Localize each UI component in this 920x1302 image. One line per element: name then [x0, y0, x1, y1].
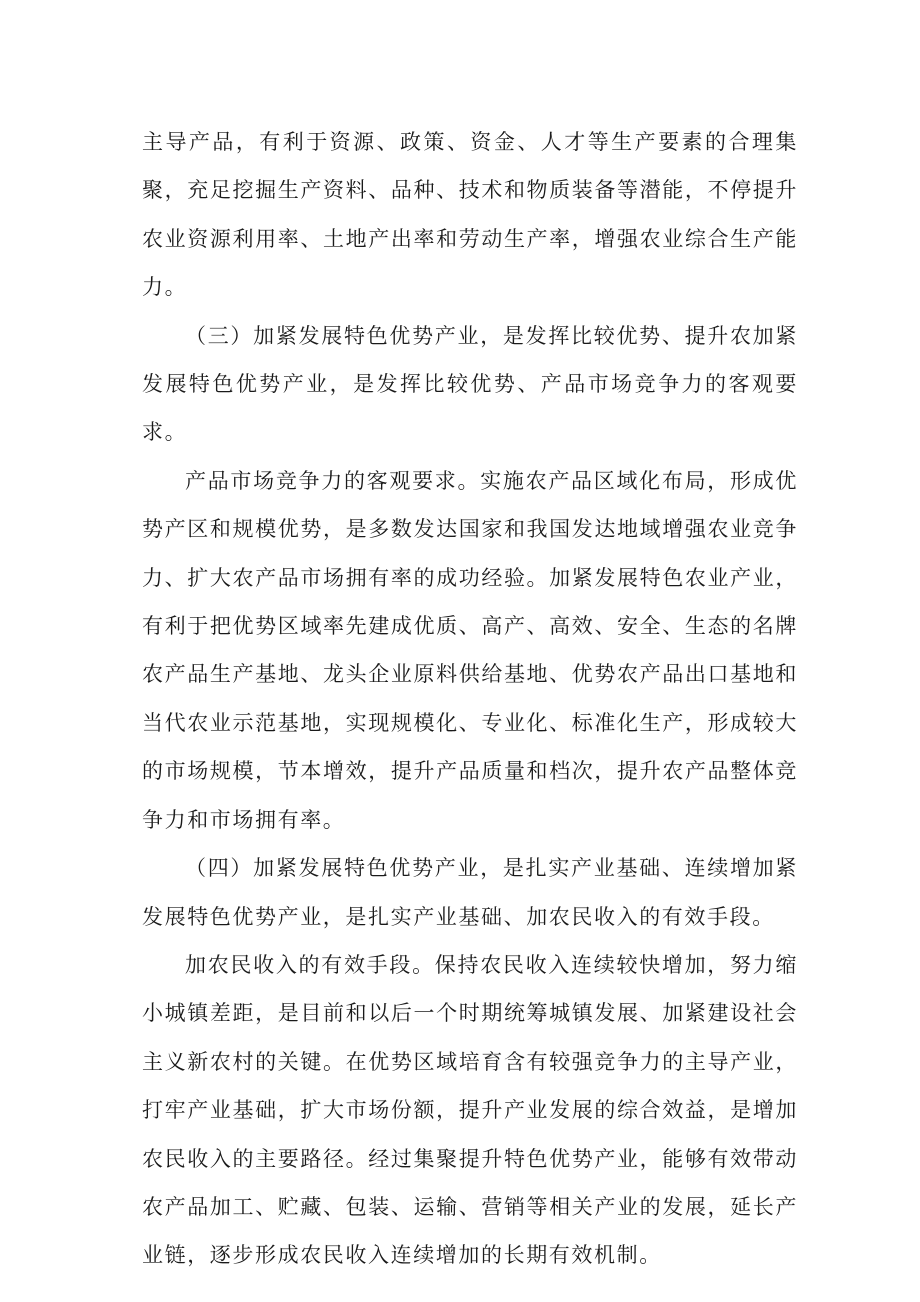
document-body — [142, 118, 798, 1280]
paragraph-5: 加农民收入的有效手段。保持农民收入连续较快增加，努力缩小城镇差距，是目前和以后一个时期统筹城镇发展、加紧建设社会主义新农村的关键。在优势区域培育含有较强竞争力的主导产业，打牢产业基础，扩大市场份额，提升产业发展的综合效益，是增加农民收入的主要路径。经过集聚提升特色优势产业，能够有效带动农产品加工、贮藏、包装、运输、营销等相关产业的发展，延长产业链，逐步形成农民收入连续增加的长期有效机制。 — [142, 952, 798, 1268]
paragraph-1: 主导产品，有利于资源、政策、资金、人才等生产要素的合理集聚，充足挖掘生产资料、品种、技术和物质装备等潜能，不停提升农业资源利用率、土地产出率和劳动生产率，增强农业综合生产能力。 — [142, 130, 798, 300]
paragraph-2: （三）加紧发展特色优势产业，是发挥比较优势、提升农加紧发展特色优势产业，是发挥比较优势、产品市场竞争力的客观要求。 — [142, 323, 798, 445]
paragraph-4: （四）加紧发展特色优势产业，是扎实产业基础、连续增加紧发展特色优势产业，是扎实产业基础、加农民收入的有效手段。 — [142, 856, 798, 929]
paragraph-3: 产品市场竞争力的客观要求。实施农产品区域化布局，形成优势产区和规模优势，是多数发达国家和我国发达地域增强农业竞争力、扩大农产品市场拥有率的成功经验。加紧发展特色农业产业，有利于把优势区域率先建成优质、高产、高效、安全、生态的名牌农产品生产基地、龙头企业原料供给基地、优势农产品出口基地和当代农业示范基地，实现规模化、专业化、标准化生产，形成较大的市场规模，节本增效，提升产品质量和档次，提升农产品整体竞争力和市场拥有率。 — [142, 468, 798, 832]
